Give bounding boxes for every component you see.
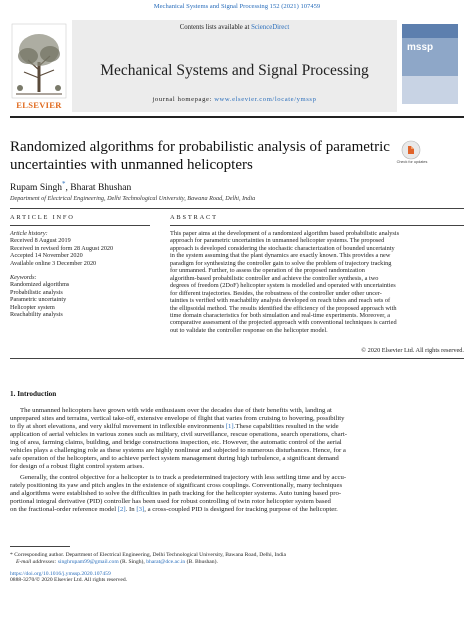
body-text: . In [125, 506, 137, 513]
citation-link[interactable]: [1] [225, 423, 234, 430]
journal-banner [10, 20, 464, 112]
corresponding-author-note [10, 552, 464, 559]
author-separator: , [65, 183, 71, 194]
journal-title: Mechanical Systems and Signal Processing [100, 62, 369, 79]
email-link[interactable]: bharat@dce.ac.in [146, 558, 186, 565]
abstract-bottom-divider [10, 358, 464, 359]
cover-bottom-band [402, 76, 458, 104]
abstract-line: for different trajectories. Besides, the robustness of the controller under other uncer- [170, 289, 382, 297]
history-item: Available online 3 December 2020 [10, 259, 97, 267]
keyword: Randomized algorithms [10, 281, 70, 289]
abstract-line: for unmanned. Further, to assess the operation of the proposed randomization [170, 267, 365, 275]
body-line: portional integral derivative (PID) controller has been used for robust controlling of twin rotor helicopter system based [10, 498, 331, 505]
footnote-text: Corresponding author. Department of Electrical Engineering, Delhi Technological University, Bawana Road, Delhi, India [12, 552, 286, 558]
history-item: Received 8 August 2019 [10, 237, 71, 245]
abstract-line: paradigm for synthesizing the controller gain to solve the problem of trajectory tracking [170, 259, 392, 267]
email-owner: (R. Singh), [118, 558, 147, 565]
body-line [10, 506, 464, 514]
body-line: vehicles plays a challenging role as these systems are highly nonlinear and subjected to numerous disturbances. Hence, for a [10, 447, 346, 454]
homepage-prefix: journal homepage: [152, 96, 215, 103]
email-link[interactable]: singhrupam99@gmail.com [57, 558, 119, 565]
contents-line [72, 24, 397, 31]
abstract-line: algorithm-based probabilistic controller and achieve the controller synthesis, a two [170, 274, 379, 282]
body-line: unprepared sites and terrains, vertical take-off, extensive envelope of flight that varies from cruising to hovering, possibility [10, 415, 345, 422]
history-label: Article history: [10, 230, 48, 237]
abstract-line: in the system assuming that the plant dynamics are exactly known. This provides a new [170, 252, 391, 260]
email-line [10, 559, 464, 566]
article-info-heading: ARTICLE INFO [10, 214, 75, 221]
body-text: .These capabilities resulted in the wide [233, 423, 339, 430]
history-item: Received in revised form 28 August 2020 [10, 244, 114, 252]
header-divider [10, 116, 464, 118]
body-text: , a cross-coupled PID is designed for tracking purpose of the helicopter. [144, 506, 338, 513]
body-line: The unmanned helicopters have grown with wide enthusiasm over the decades due of their benefits with, landing at [20, 407, 332, 414]
keywords-label: Keywords: [10, 274, 37, 282]
abstract-line: time domain characteristics for both simulation and real-time experiments. Moreover, a [170, 311, 391, 319]
sciencedirect-link[interactable]: ScienceDirect [251, 24, 290, 31]
keyword: Helicopter system [10, 303, 55, 311]
author-list [10, 180, 131, 193]
keyword: Parametric uncertainty [10, 296, 67, 304]
title-line: uncertainties with unmanned helicopters [10, 157, 253, 173]
author-name[interactable]: Bharat Bhushan [70, 183, 132, 194]
footnote-divider [10, 546, 70, 547]
spacer [10, 267, 150, 274]
introduction-heading: 1. Introduction [10, 390, 57, 398]
author-name[interactable]: Rupam Singh [10, 183, 62, 194]
body-line: and algorithms were established to solve the difficulties in path tracking for the helicopter systems. Auto tuning based pro- [10, 490, 342, 497]
contents-prefix: Contents lists available at [179, 24, 252, 31]
author-affiliation: Department of Electrical Engineering, Delhi Technological University, Bawana Road, Delhi, India [10, 195, 256, 202]
cover-title: mssp [407, 42, 434, 53]
body-line: ing of area, farming claims, building, and bridge constructions inspection, etc. However, the automatic control of the aerial [10, 439, 342, 446]
keyword: Probabilistic analysis [10, 288, 63, 296]
cover-top-band [402, 24, 458, 38]
intro-paragraph-1 [10, 407, 464, 471]
body-text: to fly at short elevations, and very skilful movement in inflexible environments [10, 423, 226, 430]
abstract-heading: ABSTRACT [170, 214, 218, 221]
history-item: Accepted 14 November 2020 [10, 252, 83, 260]
abstract-line: approach is developed considering the stochastic characterization of bounded uncertainty [170, 244, 395, 252]
article-title [10, 138, 400, 174]
check-for-updates-badge[interactable] [396, 140, 428, 174]
body-text: on the fractional-order reference model [10, 506, 118, 513]
body-line: application of aerial vehicles in various zones such as military, civil surveillance, rescue operations, search operations, chart- [10, 431, 347, 438]
doi-link[interactable]: https://doi.org/10.1016/j.ymssp.2020.107459 [10, 570, 111, 577]
issn-line: 0888-3270/© 2020 Elsevier Ltd. All rights reserved. [10, 577, 128, 584]
abstract-line: out to validate the controller response on the helicopter model. [170, 326, 328, 334]
body-line: rately positioning its yaw and pitch angles in the existence of significant cross couplings. Conventionally, many techniques [10, 482, 343, 489]
journal-reference[interactable]: Mechanical Systems and Signal Processing 152 (2021) 107459 [153, 3, 321, 10]
citation-link[interactable]: [2] [117, 506, 126, 513]
intro-paragraph-2 [10, 474, 464, 514]
abstract-line: This paper aims at the development of a randomized algorithm based probabilistic analysis [170, 230, 400, 237]
article-info-divider [10, 225, 150, 226]
check-updates-label: Check for updates [396, 160, 428, 164]
body-line: Generally, the control objective for a helicopter is to track a predetermined trajectory with less settling time and by accu- [20, 474, 347, 481]
title-line: Randomized algorithms for probabilistic analysis of parametric [10, 139, 390, 155]
elsevier-wordmark: ELSEVIER [16, 100, 62, 110]
footnote [10, 552, 464, 584]
elsevier-tree-logo [10, 22, 68, 110]
journal-cover-thumbnail [402, 24, 458, 104]
article-info [10, 230, 150, 318]
abstract-text [170, 230, 464, 334]
journal-homepage [72, 96, 397, 103]
abstract-line: comparative assessment of the projected approach with conventional techniques is carried [170, 319, 397, 327]
abstract-line: degrees of freedom (2DoF) helicopter system is modelled and operated with uncertainties [170, 282, 396, 290]
abstract-line: tainties is verified with reachability analysis developed on reach tubes and reach sets of [170, 297, 391, 305]
body-line: safe operation of the helicopters, and to achieve perfect system management during high turbulence, a significant demand [10, 455, 339, 462]
abstract-line: the ellipsoidal method. The results identified the efficiency of the proposed approach with [170, 304, 397, 312]
email-owner: (B. Bhushan). [185, 558, 218, 565]
abstract-divider [170, 225, 464, 226]
abstract-copyright: © 2020 Elsevier Ltd. All rights reserved. [361, 347, 464, 354]
footnote-marker: * [10, 552, 13, 558]
citation-link[interactable]: [3] [136, 506, 145, 513]
homepage-link[interactable]: www.elsevier.com/locate/ymssp [214, 96, 317, 103]
check-updates-icon [400, 140, 422, 160]
body-line: for design of a robust flight control system arises. [10, 463, 145, 470]
email-label: E-mail addresses: [16, 558, 58, 565]
abstract-line: approach for parametric uncertainties in unmanned helicopter systems. The proposed [170, 237, 385, 245]
corresponding-author-marker[interactable]: * [62, 180, 66, 188]
keyword: Reachability analysis [10, 311, 63, 319]
body-line [10, 423, 464, 431]
affiliation-divider [10, 208, 464, 209]
